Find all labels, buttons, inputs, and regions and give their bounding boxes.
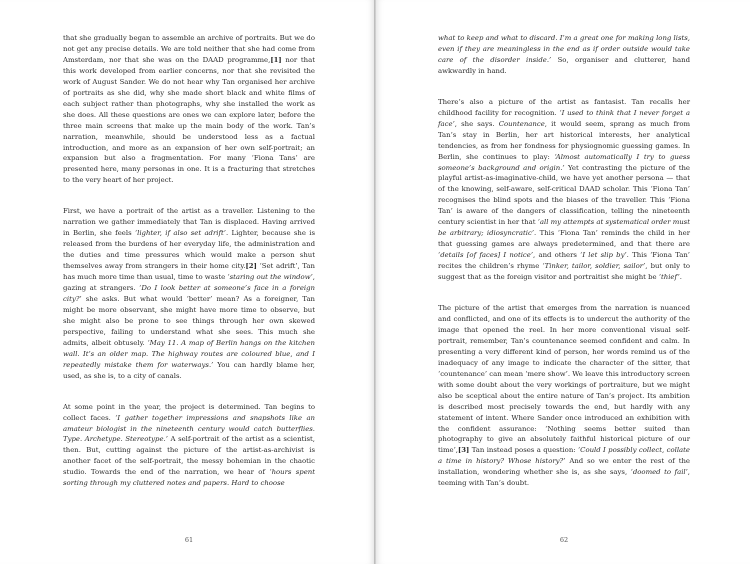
text-run: she asks. But what would ‘better’ mean? As a foreigner, Tan might be more observant, she might have more time to observe, but she might also be prone to see things through her own skewed perspective, failing to understand what she sees. This much she admits, albeit obtusely. [63,294,315,347]
italic-quote: ‘details [of faces] I notice’ [438,251,534,260]
paragraph [438,97,690,283]
text-run: A self-portrait of the artist as a scientist, then. But, cutting against the picture of the artist-as-archivist is another facet of the self-portrait, the messy bohemian in the chaotic studio. Towards the end of the narration, we hear of [63,435,315,477]
text-run: First, we have a portrait of the artist as a traveller. Listening to the narration we gather immediately that Tan is displaced. Having arrived in Berlin, she feels [63,207,315,238]
italic-quote: ‘Almost automatically I try to guess someone’s background and origin.’ [438,152,690,172]
paragraph [63,402,315,490]
text-run: . This ‘Fiona Tan’ reminds the child in her that guessing games are always predetermined, and that there are [438,229,690,249]
italic-quote: what to keep and what to discard. I’m a great one for making long lists, even if they are meaningless in the end as if order outside would take care of the disorder inside.’ [438,34,690,64]
italic-quote: ‘lighter, if also set adrift’. [134,229,229,238]
text-run: , but only to suggest that as the foreign visitor and portraitist she might be [438,262,690,282]
paragraph [438,33,690,77]
footnote-ref: [3] [457,446,470,455]
text-run: And so we enter the rest of the installation, wondering whether she is, as she says, [438,457,690,477]
footnote-ref: [2] [245,262,257,271]
italic-quote: ‘I let slip by’ [580,251,627,260]
text-run: , teeming with Tan’s doubt. [438,468,690,488]
text-run: At some point in the year, the project is determined. Tan begins to collect faces. [63,402,315,422]
text-run: . This ‘Fiona Tan’ recites the children’s rhyme [438,251,690,271]
italic-quote: ‘May 11. A map of Berlin hangs on the kitchen wall. It’s an older map. The highway routes are coloured blue, and I repeatedly mistake them for waterways.’ [63,338,315,369]
paragraph [63,33,315,186]
page-number: 62 [559,536,569,544]
text-run: nor that this work developed from earlier concerns, nor that she revisited the work of August Sander. We do not hear why Tan organised her archive of portraits as she did, why she made short black and white films of each subject rather than photographs, why she installed the work as she does. All these questions are ones we can explore later, before the three main screens that make up the main body of the work. Tan’s narration, meanwhile, should be understood less as a factual introduction, and more as an expansion of her own self-portrait; an expansion but also a fragmentation. For many ‘Fiona Tans’ are presented here, many personas in one. It is a fracturing that stretches to the very heart of her project. [63,55,315,185]
text-run: , and others [533,251,581,260]
left-page-body [63,33,315,509]
page-number: 61 [184,536,194,544]
text-run: that she gradually began to assemble an archive of portraits. But we do not get any precise details. We are told neither that she had come from Amsterdam, nor that she was on the DAAD programme, [63,34,315,64]
text-run: Yet contrasting the picture of the playful artist-as-imaginative-child, we have yet another persona — that of the knowing, self-aware, self-critical DAAD scholar. This ‘Fiona Tan’ recognises the blind spots and the biases of the traveller. This ‘Fiona Tan’ is aware of the dangers of classification, telling the nineteenth century scientist in her that [438,163,690,227]
italic-quote: ‘hours spent sorting through my cluttered notes and papers. Hard to choose [63,468,316,488]
text-run: There’s also a picture of the artist as fantasist. Tan recalls her childhood facility for recognition. [438,97,690,117]
italic-quote: ‘Tinker, tailor, soldier, sailor’ [542,262,646,271]
italic-quote: ‘I gather together impressions and snapshots like an amateur biologist in the nineteenth century would catch butterflies. Type. Archetype. Stereotype.’ [63,413,315,444]
right-page-body [438,33,690,509]
text-run: The picture of the artist that emerges from the narration is nuanced and conflicted, and one of its effects is to undercut the authority of the image that opened the reel. In her more conventional visual self-portrait, remember, Tan’s countenance seemed confident and calm. In presenting a very different kind of person, her words remind us of the inadequacy of any image to indicate the character of the sitter, that ‘countenance’ can mean ‘mere show’. We leave this introductory screen with some doubt about the very workings of portraiture, but we might also be sceptical about the entire nature of Tan’s project. Its ambition is described most precisely towards the end, but hardly with any statement of intent. Where Sander once introduced an exhibition with the confident assurance: ‘Nothing seems better suited than photography to give an absolutely faithful historical picture of our time’, [438,304,690,455]
italic-quote: Countenance [498,119,545,128]
text-run: . [679,273,682,282]
italic-quote: ‘staring out the window’ [227,273,313,282]
text-run: , she says. [454,119,499,128]
italic-quote: ‘I used to think that I never forget a face’ [438,108,690,128]
text-run: Lighter, because she is released from the burdens of her everyday life, the administration and the duties and time pressures which would make a person shut themselves away from strangers in their home city. [63,229,316,271]
paragraph [63,206,315,381]
text-run: You can hardly blame her, used, as she is, to a city of canals. [63,360,315,380]
footnote-ref: [1] [270,55,282,64]
italic-quote: ‘thief’ [658,273,680,282]
text-run: ‘Set adrift’, Tan has much more time than usual, time to waste [63,262,315,282]
text-run: So, organiser and clutterer, hand awkwardly in hand. [438,55,690,75]
italic-quote: ‘Do I look better at someone’s face in a foreign city?’ [63,284,315,303]
right-page [376,0,750,564]
text-run: Tan instead poses a question: [469,446,578,455]
text-run: , it would seem, sprang as much from Tan’s stay in Berlin, her art historical interests, her analytical tendencies, as from her fondness for physiognomic guessing games. In Berlin, she continues to play: [438,119,691,161]
text-run: , gazing at strangers. [63,273,315,293]
italic-quote: ‘all my attempts at systematical order must be arbitrary; idiosyncratic’ [438,218,690,238]
italic-quote: ‘doomed to fail’ [630,468,688,477]
italic-quote: ‘Could I possibly collect, collate a time in history? Whose history?’ [438,446,690,466]
paragraph [438,303,690,489]
left-page [0,0,374,564]
